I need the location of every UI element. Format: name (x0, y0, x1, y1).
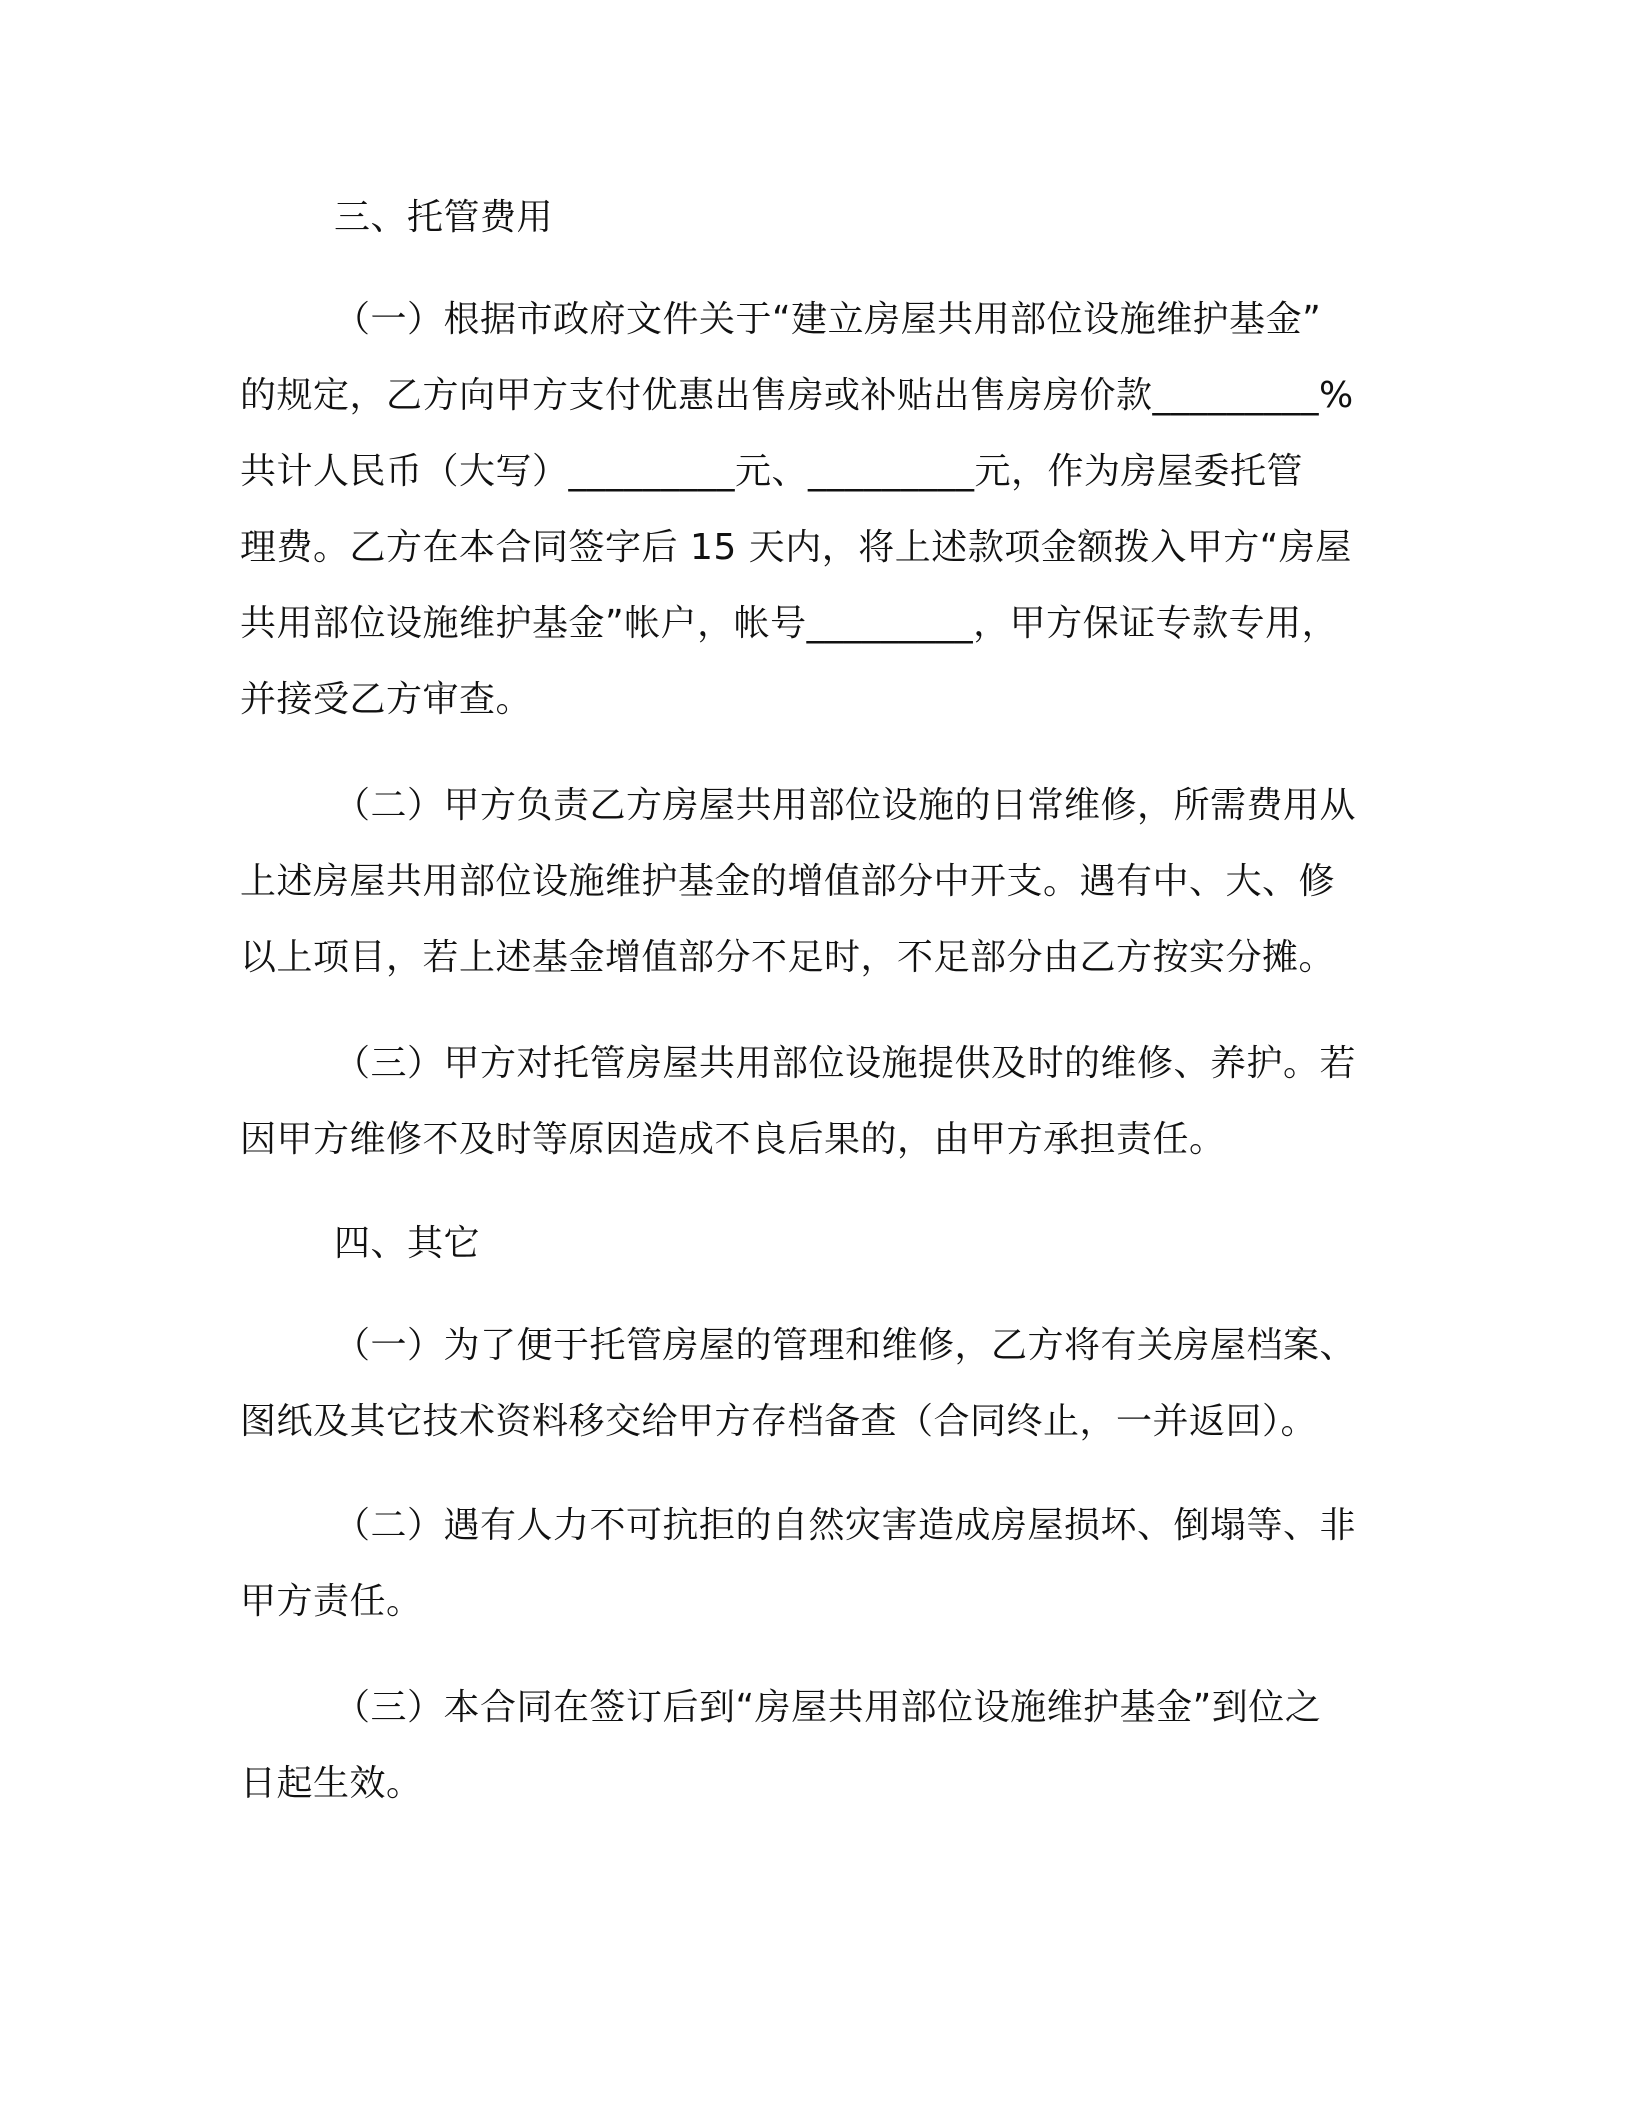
section-3-clause-1-line-2: 的规定，乙方向甲方支付优惠出售房或补贴出售房房价款_________% (240, 375, 1354, 416)
section-4-clause-2-line-2: 甲方责任。 (240, 1581, 423, 1622)
section-3-clause-2-line-3: 以上项目，若上述基金增值部分不足时，不足部分由乙方按实分摊。 (240, 937, 1336, 978)
section-3-heading: 三、托管费用 (334, 197, 554, 238)
section-3-clause-1-line-1: （一）根据市政府文件关于“建立房屋共用部位设施维护基金” (334, 299, 1322, 340)
section-3-clause-1-line-6: 并接受乙方审查。 (240, 679, 533, 720)
section-4-clause-1-line-2: 图纸及其它技术资料移交给甲方存档备查（合同终止，一并返回）。 (240, 1401, 1318, 1442)
section-3-clause-1-line-4: 理费。乙方在本合同签字后 15 天内，将上述款项金额拨入甲方“房屋 (240, 527, 1352, 568)
section-4-clause-1-line-1: （一）为了便于托管房屋的管理和维修，乙方将有关房屋档案、 (334, 1325, 1357, 1366)
section-4-clause-3-line-2: 日起生效。 (240, 1763, 423, 1804)
section-3-clause-1-line-3: 共计人民币（大写）_________元、_________元，作为房屋委托管 (240, 451, 1304, 492)
section-4-heading: 四、其它 (334, 1223, 481, 1264)
section-3-clause-1-line-5: 共用部位设施维护基金”帐户，帐号_________，甲方保证专款专用， (240, 603, 1339, 644)
section-3-clause-2-line-2: 上述房屋共用部位设施维护基金的增值部分中开支。遇有中、大、修 (240, 861, 1336, 902)
section-4-clause-3-line-1: （三）本合同在签订后到“房屋共用部位设施维护基金”到位之 (334, 1687, 1322, 1728)
section-3-clause-3-line-1: （三）甲方对托管房屋共用部位设施提供及时的维修、养护。若 (334, 1043, 1357, 1084)
section-4-clause-2-line-1: （二）遇有人力不可抗拒的自然灾害造成房屋损坏、倒塌等、非 (334, 1505, 1357, 1546)
section-3-clause-2-line-1: （二）甲方负责乙方房屋共用部位设施的日常维修，所需费用从 (334, 785, 1357, 826)
section-3-clause-3-line-2: 因甲方维修不及时等原因造成不良后果的，由甲方承担责任。 (240, 1119, 1226, 1160)
